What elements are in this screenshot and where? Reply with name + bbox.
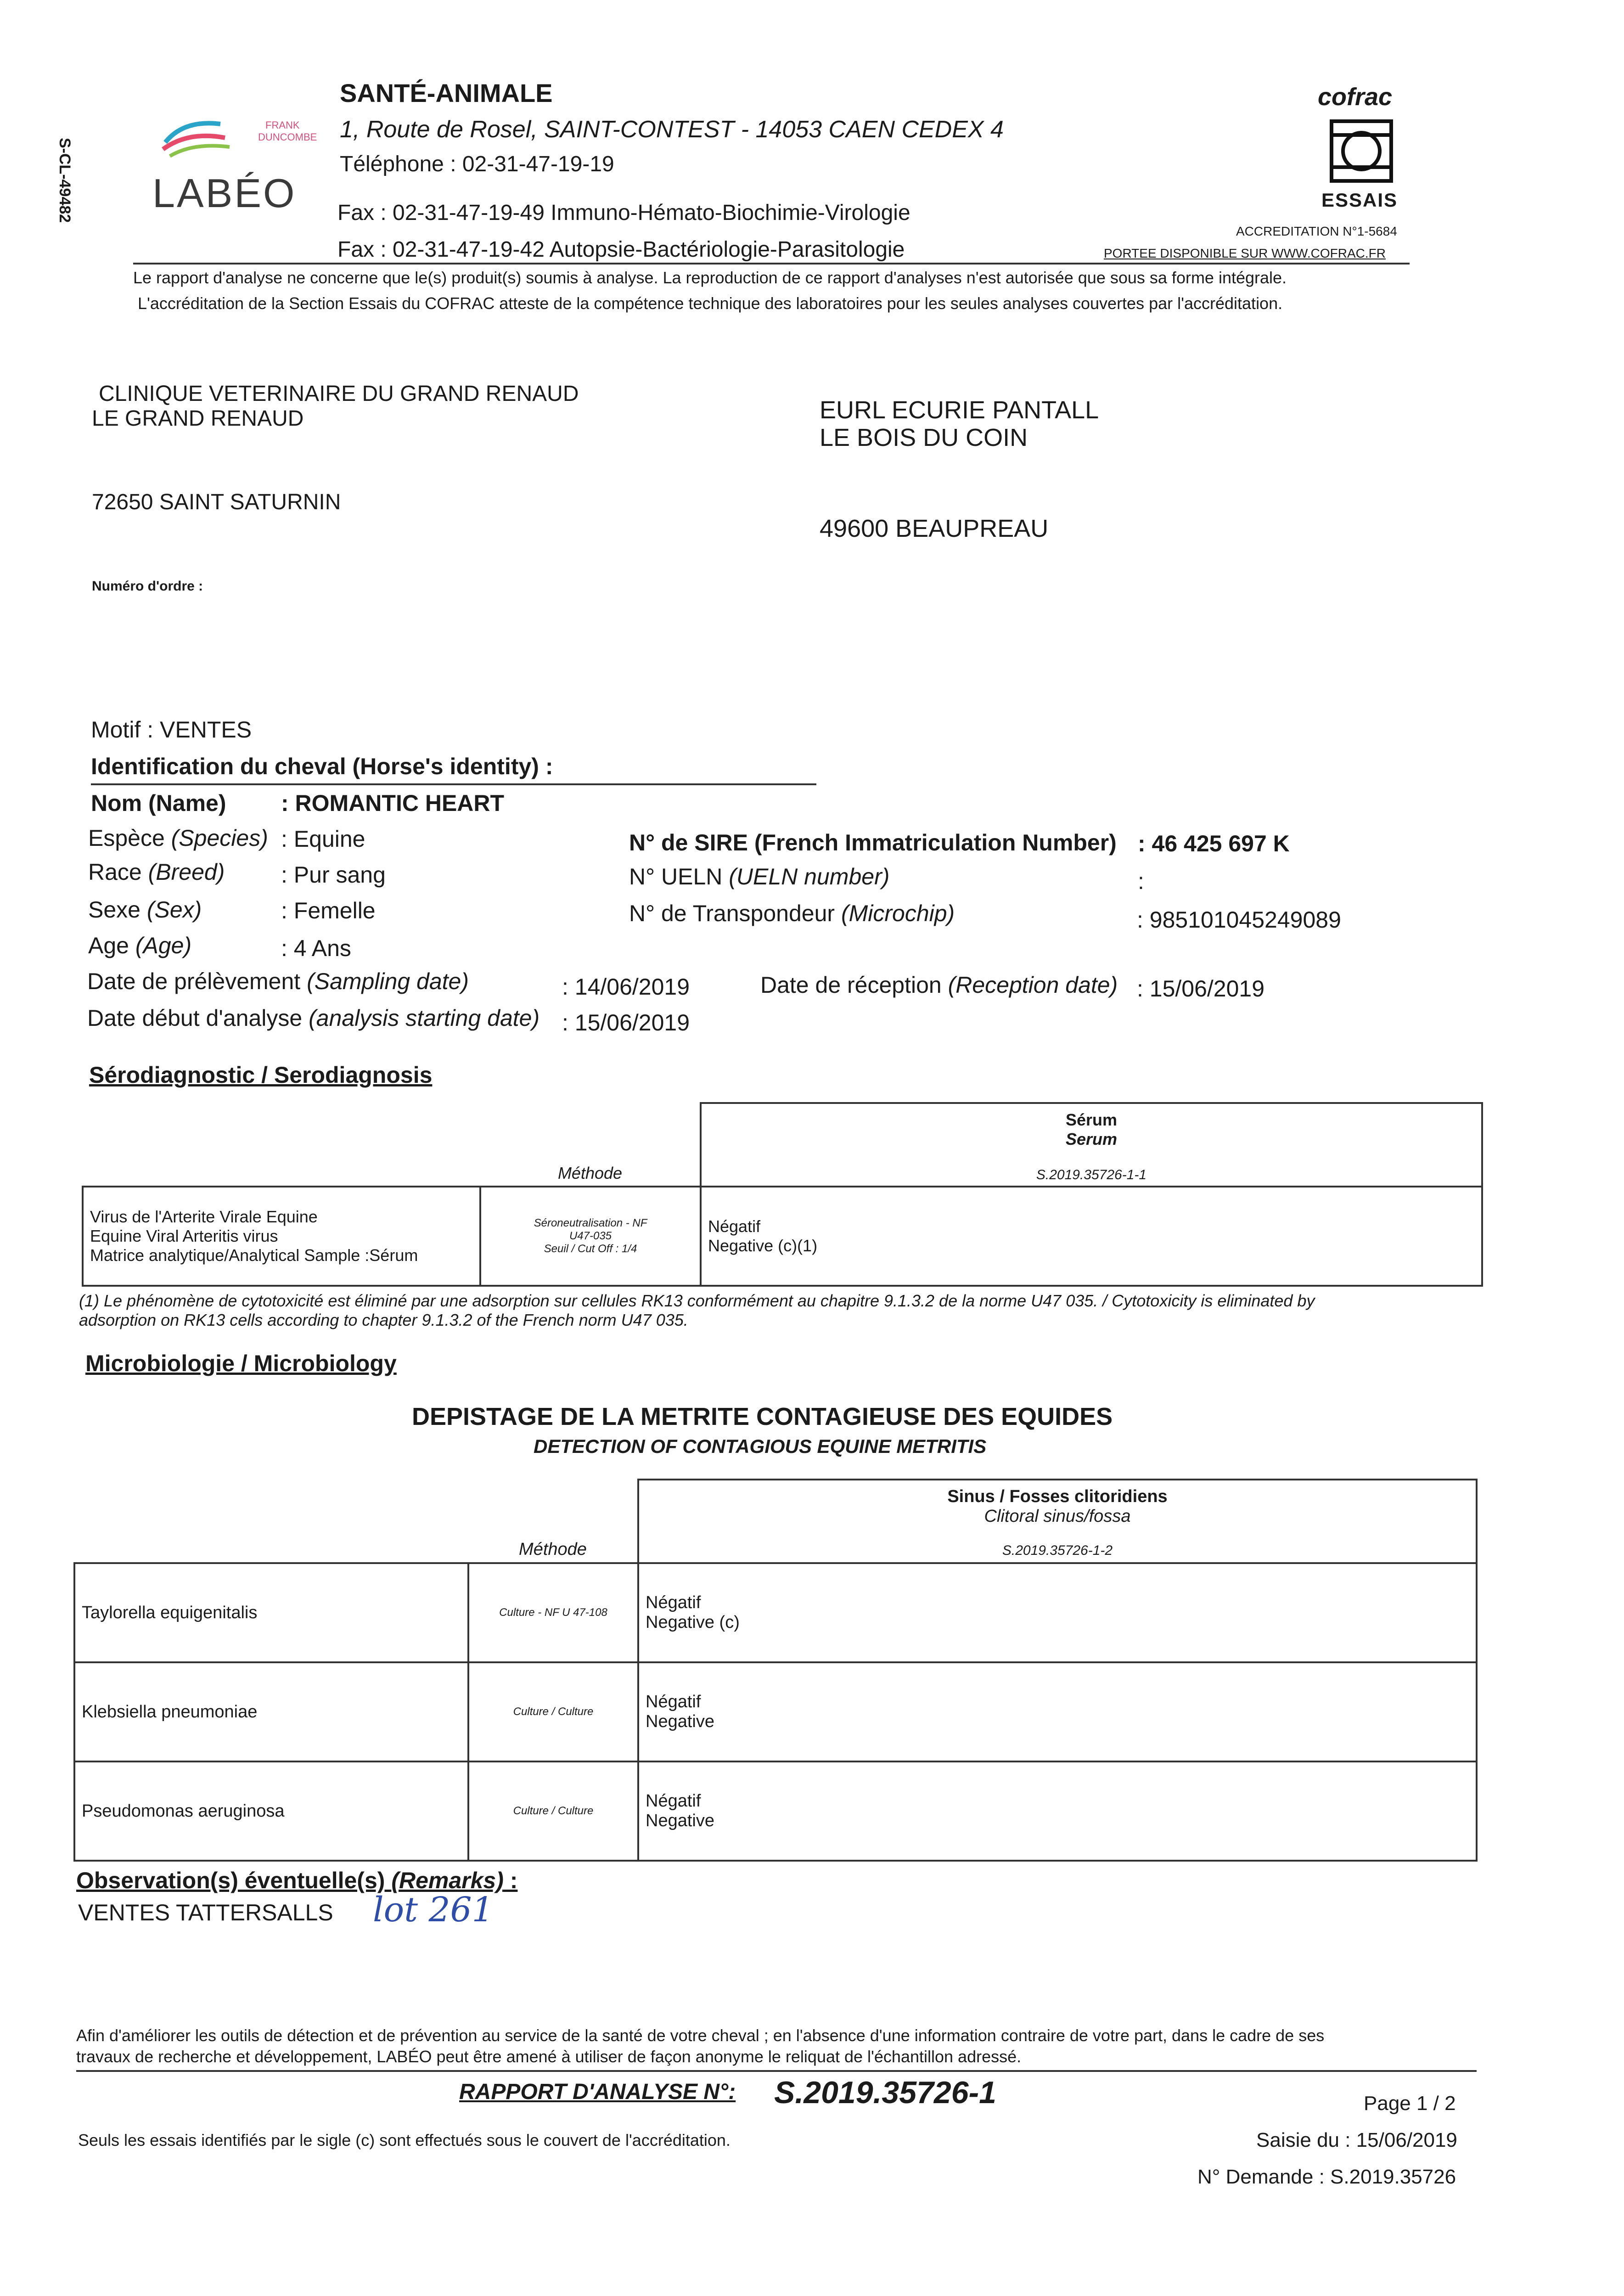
method-line: Séroneutralisation - NF bbox=[534, 1217, 647, 1229]
cofrac-label: ESSAIS bbox=[1321, 189, 1398, 211]
breed-value: : Pur sang bbox=[281, 862, 386, 888]
logo-partner-line1: FRANK bbox=[265, 119, 300, 131]
report-label: RAPPORT D'ANALYSE N°: bbox=[459, 2080, 736, 2104]
reception-date-label: Date de réception (Reception date) bbox=[760, 972, 1118, 998]
species-label: Espèce (Species) bbox=[88, 825, 268, 851]
result-line: Négatif bbox=[646, 1692, 701, 1711]
report-number: S.2019.35726-1 bbox=[774, 2075, 996, 2110]
serodiagnosis-heading: Sérodiagnostic / Serodiagnosis bbox=[89, 1062, 433, 1088]
serodiagnosis-footnote-1: (1) Le phénomène de cytotoxicité est éliminé par une adsorption sur cellules RK13 conformément au chapitre 9.1.3.2 de la norme U47 035. / Cytotoxicity is eliminated by bbox=[79, 1291, 1315, 1310]
lab-address: 1, Route de Rosel, SAINT-CONTEST - 14053 CAEN CEDEX 4 bbox=[340, 116, 1004, 143]
cofrac-brand: cofrac bbox=[1318, 83, 1393, 111]
microbiology-sample-ref: S.2019.35726-1-2 bbox=[1002, 1543, 1113, 1558]
result-line: Négatif bbox=[646, 1791, 701, 1811]
observations-heading: Observation(s) éventuelle(s) (Remarks) : bbox=[76, 1868, 518, 1893]
transponder-value: : 985101045249089 bbox=[1137, 907, 1341, 933]
sex-label: Sexe (Sex) bbox=[88, 897, 202, 923]
microbiology-result bbox=[638, 1761, 1477, 1861]
sire-label: N° de SIRE (French Immatriculation Number) bbox=[629, 830, 1117, 855]
reception-date-value: : 15/06/2019 bbox=[1137, 976, 1265, 1002]
labeo-logo bbox=[152, 106, 335, 225]
motif: Motif : VENTES bbox=[91, 717, 252, 743]
result-line: Négatif bbox=[708, 1217, 761, 1236]
lab-fax-2: Fax : 02-31-47-19-42 Autopsie-Bactériologie-Parasitologie bbox=[337, 237, 905, 262]
result-line: Negative (c)(1) bbox=[708, 1236, 818, 1255]
sex-value: : Femelle bbox=[281, 898, 376, 923]
sampling-date-value: : 14/06/2019 bbox=[562, 974, 690, 1000]
microbiology-sample-header bbox=[638, 1480, 1477, 1563]
analyte-line: Equine Viral Arteritis virus bbox=[90, 1227, 278, 1245]
name-value: : ROMANTIC HEART bbox=[281, 790, 505, 816]
age-label: Age (Age) bbox=[88, 933, 192, 958]
name-label: Nom (Name) bbox=[91, 790, 226, 816]
microbiology-method: Culture / Culture bbox=[468, 1761, 638, 1861]
serodiagnosis-method-header: Méthode bbox=[480, 1103, 701, 1187]
footer-rule bbox=[76, 2070, 1477, 2072]
cofrac-accreditation: ACCREDITATION N°1-5684 bbox=[1236, 224, 1397, 238]
page-number: Page 1 / 2 bbox=[1364, 2092, 1456, 2115]
side-reference: S-CL-49482 bbox=[56, 138, 73, 223]
table-row bbox=[74, 1662, 1477, 1761]
lab-title: SANTÉ-ANIMALE bbox=[340, 79, 553, 107]
microbiology-title: DEPISTAGE DE LA METRITE CONTAGIEUSE DES EQUIDES bbox=[412, 1403, 1113, 1430]
serodiagnosis-sample-header bbox=[701, 1103, 1482, 1187]
microbiology-analyte: Pseudomonas aeruginosa bbox=[74, 1761, 468, 1861]
serodiagnosis-footnote-2: adsorption on RK13 cells according to chapter 9.1.3.2 of the French norm U47 035. bbox=[79, 1311, 688, 1329]
microbiology-sample-fr: Sinus / Fosses clitoridiens bbox=[947, 1487, 1168, 1506]
ueln-label: N° UELN (UELN number) bbox=[629, 864, 890, 889]
header-rule bbox=[133, 263, 1410, 264]
order-number-label: Numéro d'ordre : bbox=[92, 579, 203, 594]
lab-fax-1: Fax : 02-31-47-19-49 Immuno-Hémato-Biochimie-Virologie bbox=[337, 201, 910, 225]
microbiology-result bbox=[638, 1662, 1477, 1761]
disclaimer-line-1: Le rapport d'analyse ne concerne que le(s) produit(s) soumis à analyse. La reproduction de ce rapport d'analyses n'est autorisée que sous sa forme intégrale. bbox=[133, 268, 1287, 287]
microbiology-subtitle: DETECTION OF CONTAGIOUS EQUINE METRITIS bbox=[534, 1435, 987, 1457]
ueln-value: : bbox=[1138, 868, 1144, 894]
accreditation-note: Seuls les essais identifiés par le sigle (c) sont effectués sous le couvert de l'accréditation. bbox=[78, 2131, 731, 2150]
identification-rule bbox=[91, 783, 816, 785]
serodiagnosis-sample-en: Serum bbox=[1065, 1130, 1118, 1148]
sender-line-2: LE GRAND RENAUD bbox=[92, 406, 304, 431]
cofrac-emblem-icon bbox=[1327, 117, 1396, 186]
species-value: : Equine bbox=[281, 826, 365, 852]
sender-line-1: CLINIQUE VETERINAIRE DU GRAND RENAUD bbox=[99, 382, 579, 406]
request-number: N° Demande : S.2019.35726 bbox=[1197, 2166, 1456, 2188]
serodiagnosis-sample-ref: S.2019.35726-1-1 bbox=[1036, 1167, 1147, 1182]
serodiagnosis-result bbox=[701, 1187, 1482, 1286]
entry-date: Saisie du : 15/06/2019 bbox=[1256, 2129, 1457, 2151]
table-row bbox=[83, 1187, 1482, 1286]
serodiagnosis-method bbox=[480, 1187, 701, 1286]
recipient-line-2: LE BOIS DU COIN bbox=[820, 424, 1028, 451]
microbiology-result bbox=[638, 1563, 1477, 1662]
recipient-line-3: 49600 BEAUPREAU bbox=[820, 515, 1049, 542]
identification-heading: Identification du cheval (Horse's identity) : bbox=[91, 754, 553, 779]
lab-phone: Téléphone : 02-31-47-19-19 bbox=[340, 152, 614, 176]
result-line: Negative bbox=[646, 1811, 714, 1830]
handwritten-lot-note: lot 261 bbox=[373, 1890, 494, 1930]
analyte-line: Virus de l'Arterite Virale Equine bbox=[90, 1207, 318, 1226]
recipient-line-1: EURL ECURIE PANTALL bbox=[820, 396, 1099, 424]
analyte-line: Matrice analytique/Analytical Sample :Sérum bbox=[90, 1246, 418, 1265]
footer-notice-2: travaux de recherche et développement, LABÉO peut être amené à utiliser de façon anonyme le reliquat de l'échantillon adressé. bbox=[76, 2047, 1022, 2066]
serodiagnosis-sample-fr: Sérum bbox=[1065, 1110, 1118, 1129]
transponder-label: N° de Transpondeur (Microchip) bbox=[629, 900, 955, 926]
analysis-start-label: Date début d'analyse (analysis starting date) bbox=[87, 1005, 540, 1031]
table-row bbox=[74, 1761, 1477, 1861]
age-value: : 4 Ans bbox=[281, 935, 351, 961]
breed-label: Race (Breed) bbox=[88, 859, 225, 885]
microbiology-analyte: Klebsiella pneumoniae bbox=[74, 1662, 468, 1761]
disclaimer-line-2: L'accréditation de la Section Essais du COFRAC atteste de la compétence technique des laboratoires pour les seules analyses couvertes par l'accréditation. bbox=[138, 294, 1283, 313]
logo-partner-line2: DUNCOMBE bbox=[258, 131, 317, 143]
logo-brand: LABÉO bbox=[152, 170, 297, 216]
microbiology-analyte: Taylorella equigenitalis bbox=[74, 1563, 468, 1662]
sampling-date-label: Date de prélèvement (Sampling date) bbox=[87, 968, 469, 994]
microbiology-heading: Microbiologie / Microbiology bbox=[85, 1351, 397, 1376]
result-line: Négatif bbox=[646, 1593, 701, 1612]
result-line: Negative (c) bbox=[646, 1613, 740, 1632]
sire-value: : 46 425 697 K bbox=[1138, 831, 1290, 856]
microbiology-sample-en: Clitoral sinus/fossa bbox=[984, 1507, 1131, 1526]
microbiology-header-row bbox=[74, 1480, 1477, 1563]
footer-notice-1: Afin d'améliorer les outils de détection et de prévention au service de la santé de votre cheval ; en l'absence d'une information contraire de votre part, dans le cadre de ses bbox=[76, 2026, 1325, 2045]
analysis-start-value: : 15/06/2019 bbox=[562, 1010, 690, 1035]
microbiology-method: Culture / Culture bbox=[468, 1662, 638, 1761]
serodiagnosis-header-row bbox=[83, 1103, 1482, 1187]
sender-line-3: 72650 SAINT SATURNIN bbox=[92, 490, 341, 514]
cofrac-portee-link[interactable]: PORTEE DISPONIBLE SUR WWW.COFRAC.FR bbox=[1104, 246, 1386, 260]
cofrac-logo bbox=[1309, 83, 1419, 220]
observations-text: VENTES TATTERSALLS bbox=[78, 1900, 333, 1925]
table-row bbox=[74, 1563, 1477, 1662]
microbiology-table bbox=[73, 1479, 1478, 1862]
method-line: U47-035 bbox=[569, 1230, 612, 1242]
serodiagnosis-table bbox=[82, 1102, 1483, 1287]
logo-swoosh-icon bbox=[156, 110, 262, 170]
result-line: Negative bbox=[646, 1712, 714, 1731]
method-line: Seuil / Cut Off : 1/4 bbox=[544, 1243, 637, 1255]
microbiology-method-header: Méthode bbox=[468, 1480, 638, 1563]
microbiology-method: Culture - NF U 47-108 bbox=[468, 1563, 638, 1662]
serodiagnosis-analyte bbox=[83, 1187, 480, 1286]
